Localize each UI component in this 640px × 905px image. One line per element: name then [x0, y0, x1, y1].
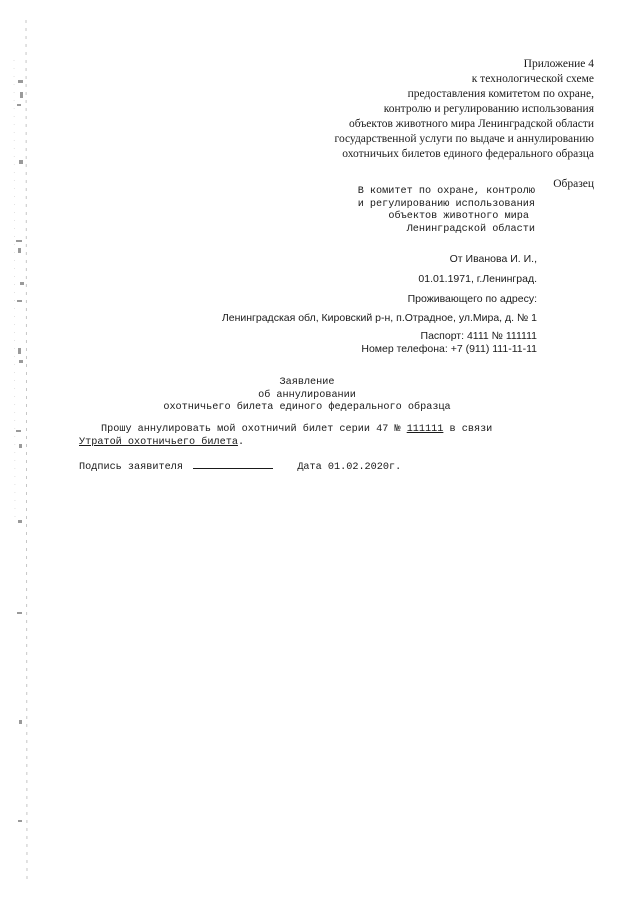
appendix-line: объектов животного мира Ленинградской области	[349, 118, 594, 130]
statement-title-line: охотничьего билета единого федерального образца	[163, 402, 451, 413]
ticket-number: 111111	[406, 424, 444, 435]
appendix-line: предоставления комитетом по охране,	[407, 88, 594, 100]
appendix-line: к технологической схеме	[471, 73, 594, 85]
reason-end: .	[237, 437, 245, 448]
addressee-line: Ленинградской области	[406, 224, 535, 235]
statement-body-line-1	[101, 424, 492, 437]
applicant-from: От Иванова И. И.,	[449, 253, 537, 265]
statement-title-line: Заявление	[279, 377, 335, 388]
statement-body-suffix: в связи	[449, 424, 493, 435]
scan-edge-artifact	[0, 0, 40, 905]
signature-blank-line	[193, 459, 273, 469]
applicant-phone: Номер телефона: +7 (911) 111-11-11	[361, 343, 537, 355]
appendix-line: государственной услуги по выдаче и аннулированию	[334, 133, 594, 145]
statement-title-line: об аннулировании	[258, 390, 356, 401]
appendix-line: Приложение 4	[523, 58, 594, 70]
statement-body-prefix: Прошу аннулировать мой охотничий билет серии 47 №	[101, 424, 401, 435]
signature-label: Подпись заявителя	[79, 462, 183, 473]
signature-row	[79, 459, 401, 475]
applicant-passport: Паспорт: 4111 № 111111	[420, 330, 537, 342]
statement-body-line-2	[79, 437, 244, 450]
appendix-line: контролю и регулированию использования	[383, 103, 594, 115]
applicant-residing-label: Проживающего по адресу:	[407, 293, 537, 305]
addressee-line: В комитет по охране, контролю	[357, 186, 535, 197]
reason-text: Утратой охотничьего билета	[79, 437, 238, 448]
applicant-address: Ленинградская обл, Кировский р-н, п.Отрадное, ул.Мира, д. № 1	[221, 312, 537, 324]
signature-date: Дата 01.02.2020г.	[297, 462, 402, 473]
sample-label: Образец	[553, 178, 594, 190]
appendix-line: охотничьих билетов единого федерального образца	[342, 148, 594, 160]
addressee-line: объектов животного мира	[388, 211, 529, 222]
addressee-line: и регулированию использования	[357, 199, 535, 210]
applicant-birth: 01.01.1971, г.Ленинград.	[418, 273, 537, 285]
